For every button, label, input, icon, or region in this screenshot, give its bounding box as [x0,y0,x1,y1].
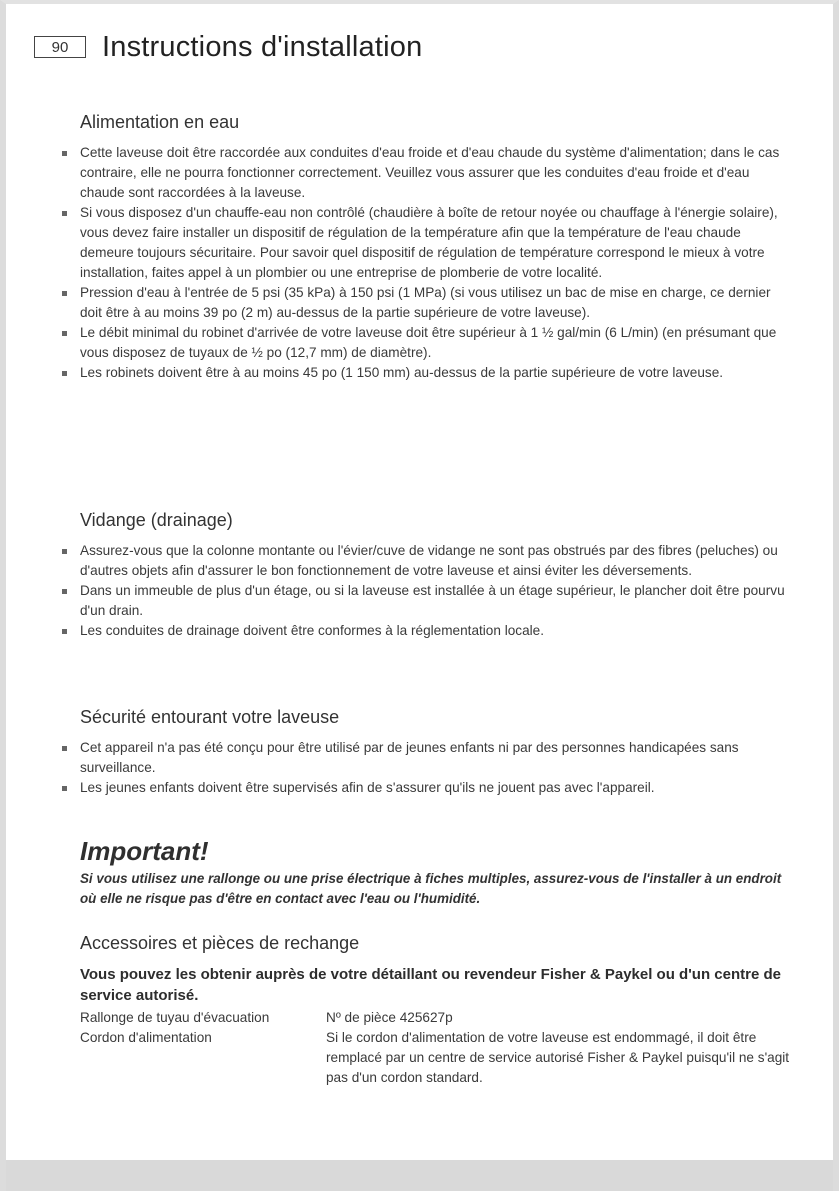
bullet-icon [62,746,67,751]
list-item: Cet appareil n'a pas été conçu pour être utilisé par de jeunes enfants ni par des personnes handicapées sans surveillance. [62,738,792,778]
list-item: Pression d'eau à l'entrée de 5 psi (35 kPa) à 150 psi (1 MPa) (si vous utilisez un bac de mise en charge, ce dernier doit être à au moins 39 po (2 m) au-dessus de la partie supérieure de votre laveuse). [62,283,792,323]
bullet-icon [62,629,67,634]
accessory-name: Cordon d'alimentation [80,1030,212,1045]
scan-bottom-strip [0,1160,839,1191]
bullet-list [62,738,792,798]
accessories-table [80,1008,792,1088]
bullet-icon [62,371,67,376]
accessory-row [80,1008,792,1028]
section-safety [62,707,792,798]
bullet-list [62,143,792,383]
bullet-icon [62,549,67,554]
important-title: Important! [80,836,209,866]
bullet-icon [62,211,67,216]
section-accessories [62,933,792,1088]
bullet-icon [62,786,67,791]
section-heading: Alimentation en eau [80,112,240,132]
list-item: Cette laveuse doit être raccordée aux conduites d'eau froide et d'eau chaude du système d'alimentation; dans le cas contraire, elle ne pourra fonctionner correctement. Veuillez vous assurer que les conduites d'eau froide et d'eau chaude sont raccordées à la laveuse. [62,143,792,203]
page-header [34,30,422,64]
list-item: Le débit minimal du robinet d'arrivée de votre laveuse doit être supérieur à 1 ½ gal/min (6 L/min) (en présumant que vous disposez de tuyaux de ½ po (12,7 mm) de diamètre). [62,323,792,363]
list-item: Si vous disposez d'un chauffe-eau non contrôlé (chaudière à boîte de retour noyée ou chauffage à l'énergie solaire), vous devez faire installer un dispositif de régulation de la température afin que la température de l'eau chaude demeure toujours sécuritaire. Pour savoir quel dispositif de régulation de température correspond le mieux à votre installation, faites appel à un plombier ou une entreprise de plomberie de votre localité. [62,203,792,283]
list-item: Assurez-vous que la colonne montante ou l'évier/cuve de vidange ne sont pas obstrués par des fibres (peluches) ou d'autres objets afin d'assurer le bon fonctionnement de votre laveuse et ainsi éviter les déversements. [62,541,792,581]
section-heading: Sécurité entourant votre laveuse [80,707,340,727]
important-notice [62,836,792,909]
bullet-icon [62,589,67,594]
section-heading: Vidange (drainage) [80,510,233,530]
accessory-name: Rallonge de tuyau d'évacuation [80,1010,270,1025]
accessory-row [80,1028,792,1088]
page-title: Instructions d'installation [102,30,423,63]
section-heading: Accessoires et pièces de rechange [80,933,360,953]
bullet-icon [62,331,67,336]
bullet-list [62,541,792,641]
accessories-subheading: Vous pouvez les obtenir auprès de votre détaillant ou revendeur Fisher & Paykel ou d'un centre de service autorisé. [80,966,781,1004]
important-text: Si vous utilisez une rallonge ou une prise électrique à fiches multiples, assurez-vous de l'installer à un endroit où elle ne risque pas d'être en contact avec l'eau ou l'humidité. [80,871,782,906]
page-number: 90 [34,36,86,58]
section-water-supply [62,112,792,383]
bullet-icon [62,291,67,296]
section-drainage [62,510,792,641]
list-item: Les conduites de drainage doivent être conformes à la réglementation locale. [62,621,792,641]
accessory-description: Si le cordon d'alimentation de votre laveuse est endommagé, il doit être remplacé par un centre de service autorisé Fisher & Paykel puisqu'il ne s'agit pas d'un cordon standard. [326,1030,790,1085]
bullet-icon [62,151,67,156]
list-item: Dans un immeuble de plus d'un étage, ou si la laveuse est installée à un étage supérieur, le plancher doit être pourvu d'un drain. [62,581,792,621]
accessory-description: Nº de pièce 425627p [326,1010,453,1025]
list-item: Les jeunes enfants doivent être supervisés afin de s'assurer qu'ils ne jouent pas avec l'appareil. [62,778,792,798]
list-item: Les robinets doivent être à au moins 45 po (1 150 mm) au-dessus de la partie supérieure de votre laveuse. [62,363,792,383]
